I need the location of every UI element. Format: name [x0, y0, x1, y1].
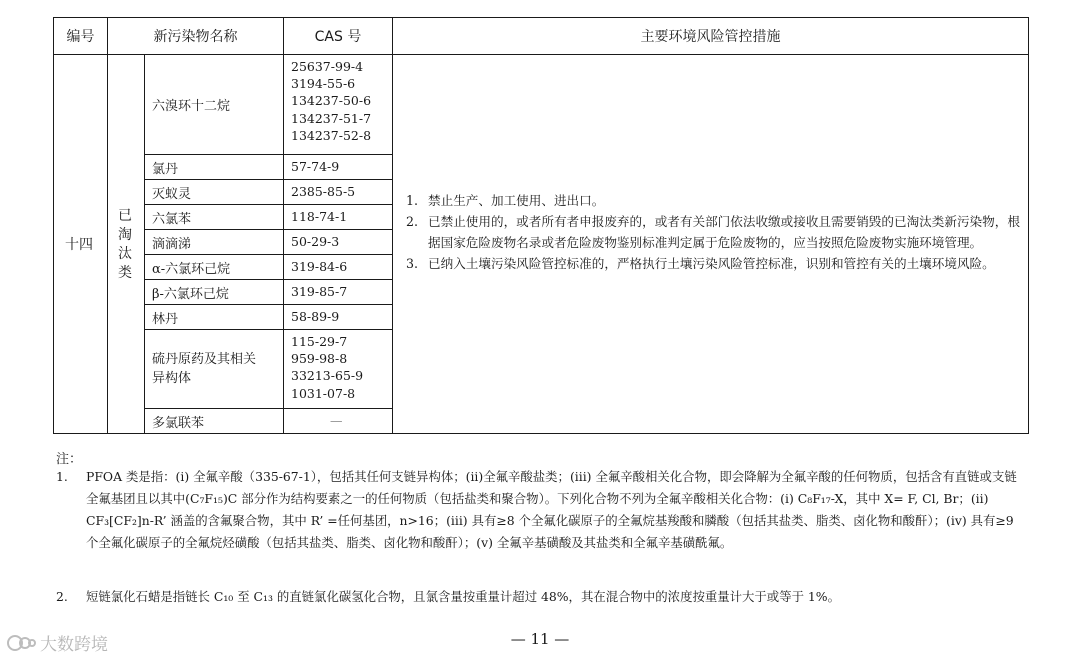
- watermark-logo-icon: [6, 632, 36, 654]
- col-divider-cas: [392, 17, 393, 434]
- col-divider-number: [107, 17, 108, 434]
- cas-number: 57-74-9: [291, 159, 340, 174]
- substance-name: 滴滴涕: [152, 236, 192, 252]
- notes-label: 注：: [56, 452, 83, 467]
- category-char: 已: [118, 208, 132, 224]
- substance-name: 多氯联苯: [152, 415, 205, 431]
- measure-number: 2.: [406, 214, 419, 229]
- substance-name: α-六氯环己烷: [152, 261, 231, 277]
- cas-number: 2385-85-5: [291, 184, 356, 199]
- watermark-text: 大数跨境: [40, 635, 108, 655]
- cas-number: 118-74-1: [291, 209, 348, 224]
- substance-name: 林丹: [152, 311, 179, 327]
- table-border-left: [53, 17, 54, 434]
- header-cas: CAS 号: [314, 29, 362, 45]
- substance-name-line: 硫丹原药及其相关: [152, 352, 257, 367]
- header-name: 新污染物名称: [153, 29, 238, 45]
- substance-name: 氯丹: [152, 161, 179, 177]
- substance-name: 六溴环十二烷: [152, 99, 231, 114]
- row-divider: [144, 304, 392, 305]
- group-number: 十四: [65, 237, 93, 253]
- watermark: [6, 630, 108, 655]
- table-border-bottom: [53, 433, 1029, 434]
- measure-text: 禁止生产、加工使用、进出口。: [428, 193, 605, 208]
- note-text: 短链氯化石蜡是指链长 C₁₀ 至 C₁₃ 的直链氯化碳氢化合物，且氯含量按重量计超过 48%，其在混合物中的浓度按重量计大于或等于 1%。: [86, 589, 840, 604]
- cas-number: 58-89-9: [291, 309, 340, 324]
- category-char: 汰: [118, 246, 132, 262]
- note-item: [56, 586, 1026, 608]
- measure-item: [406, 190, 1024, 211]
- col-divider-name: [283, 17, 284, 434]
- measure-item: [406, 253, 1024, 274]
- measure-number: 3.: [406, 256, 419, 271]
- substance-name: [152, 330, 256, 408]
- measure-text: 已纳入土壤污染风险管控标准的，严格执行土壤污染风险管控标准，识别和管控有关的土壤环境风险。: [428, 256, 995, 271]
- substance-name: β-六氯环己烷: [152, 286, 229, 302]
- substance-name: 灭蚁灵: [152, 186, 192, 202]
- substance-name-line: 异构体: [152, 371, 192, 386]
- header-number: 编号: [66, 29, 95, 45]
- cas-number: 115-29-7 959-98-8 33213-65-9 1031-07-8: [291, 334, 364, 401]
- note-number: 1.: [56, 469, 68, 484]
- category-char: 淘: [118, 227, 132, 243]
- page-number: — 11 —: [510, 630, 570, 648]
- measure-item: [406, 211, 1024, 253]
- note-item: [56, 466, 1026, 554]
- table-border-right: [1028, 17, 1029, 434]
- measure-number: 1.: [406, 193, 419, 208]
- category-char: 类: [118, 265, 132, 281]
- category-label: [117, 207, 133, 283]
- note-text: PFOA 类是指：(i) 全氟辛酸（335-67-1），包括其任何支链异构体；(ii)全氟辛酸盐类；(iii) 全氟辛酸相关化合物，即会降解为全氟辛酸的任何物质，包括含有直链或支链全氟基团且以其中(C₇F₁₅)C 部分作为结构要素之一的任何物质（包括盐类和聚合物）。下列化合物不列为全氟辛酸相关化合物：(i) C₈F₁₇-X，其中 X= F, Cl, Br；(ii) CF₃[CF₂]n-R’ 涵盖的含氟聚合物，其中 R’ =任何基团，n>16；(iii) 具有≥8 个全氟化碳原子的全氟烷基羧酸和膦酸（包括其盐类、脂类、卤化物和酸酐）；(iv) 具有≥9 个全氟化碳原子的全氟烷烃磺酸（包括其盐类、脂类、卤化物和酸酐）；(v) 全氟辛基磺酸及其盐类和全氟辛基磺酰氟。: [86, 469, 1017, 550]
- note-number: 2.: [56, 589, 68, 604]
- header-measures: 主要环境风险管控措施: [640, 29, 781, 45]
- cas-number: 319-85-7: [291, 284, 348, 299]
- col-divider-category: [144, 54, 145, 434]
- measures-list: [406, 190, 1024, 274]
- measure-text: 已禁止使用的，或者所有者申报废弃的，或者有关部门依法收缴或接收且需要销毁的已淘汰类新污染物，根据国家危险废物名录或者危险废物鉴别标准判定属于危险废物的，应当按照危险废物实施环境管理。: [428, 214, 1020, 250]
- cas-number: 319-84-6: [291, 259, 348, 274]
- row-divider: [144, 154, 392, 155]
- substance-name: 六氯苯: [152, 211, 192, 227]
- cas-number: —: [330, 413, 343, 428]
- cas-number: 25637-99-4 3194-55-6 134237-50-6 134237-51-7 134237-52-8: [291, 59, 372, 143]
- cas-number: 50-29-3: [291, 234, 340, 249]
